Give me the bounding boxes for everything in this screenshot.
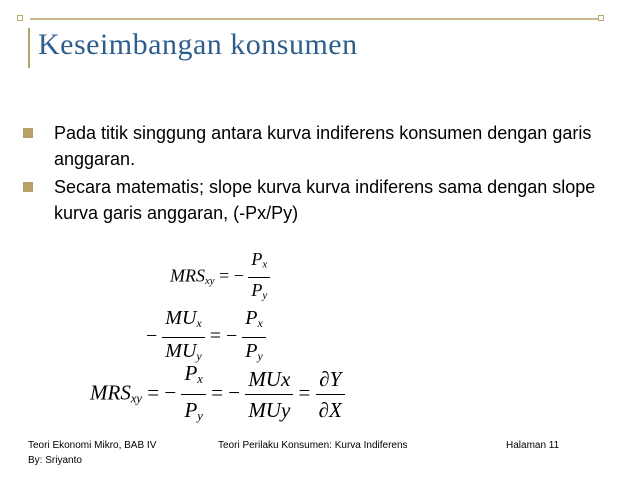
eq3-lhs-sub: xy: [130, 391, 143, 406]
eq3-equals-2: =: [211, 380, 223, 405]
eq3-numerator-mu: MUx: [245, 364, 293, 395]
bullet-square-icon: [23, 182, 33, 192]
eq2-minus-right: −: [226, 325, 238, 348]
eq2-numerator-mu: $MU_x$: [162, 305, 204, 338]
eq1-equals: =: [219, 265, 230, 286]
eq2-minus-left: −: [146, 325, 158, 348]
slide-title: Keseimbangan konsumen: [38, 28, 358, 61]
top-rule: [30, 18, 601, 20]
eq1-lhs: MRS: [170, 265, 205, 286]
footer-topic: Teori Perilaku Konsumen: Kurva Indiferens: [218, 440, 408, 451]
eq2-equals: =: [209, 325, 221, 348]
eq3-lhs: MRS: [90, 380, 131, 405]
eq2-denominator-price: $P_y$: [245, 340, 263, 363]
equation-mrs-full: [90, 358, 345, 431]
corner-decoration-right: [598, 15, 604, 21]
corner-decoration-left: [17, 15, 23, 21]
eq1-denominator: $P_y$: [251, 279, 268, 302]
eq3-denominator-mu: MUy: [248, 398, 291, 423]
bullet-square-icon: [23, 128, 33, 138]
eq3-denominator-partial: ∂X: [318, 398, 342, 423]
eq3-fraction-price: [181, 358, 205, 431]
bullet-text: Secara matematis; slope kurva kurva indiferens sama dengan slope kurva garis anggaran, (-Px/Py): [54, 177, 596, 223]
footer-page-number: Halaman 11: [506, 440, 560, 451]
footer-author: By: Sriyanto: [28, 455, 82, 466]
title-side-rule: [28, 28, 30, 68]
eq1-minus: −: [233, 265, 244, 286]
eq3-fraction-partial: [316, 364, 345, 425]
eq2-numerator-price: $P_x$: [242, 305, 266, 338]
eq3-minus-2: −: [228, 380, 241, 405]
eq1-lhs-sub: xy: [205, 275, 215, 287]
eq1-fraction: [248, 247, 270, 307]
eq3-fraction-mu: [245, 364, 293, 425]
bullet-item: [20, 120, 620, 172]
eq1-numerator: $P_x$: [248, 247, 270, 278]
bullet-item: [20, 174, 620, 226]
bullet-text: Pada titik singgung antara kurva indiferens konsumen dengan garis anggaran.: [54, 123, 592, 169]
equation-mrs-price-ratio: [170, 247, 270, 307]
eq3-numerator-partial: ∂Y: [316, 364, 345, 395]
eq3-minus-1: −: [164, 380, 177, 405]
eq3-denominator-price: $P_y$: [184, 398, 203, 424]
eq3-numerator-price: $P_x$: [181, 358, 205, 395]
eq3-equals-3: =: [298, 380, 311, 405]
eq3-equals-1: =: [147, 380, 160, 405]
footer-course: Teori Ekonomi Mikro, BAB IV: [28, 440, 157, 451]
eq2-denominator-mu: $MU_y$: [165, 340, 202, 363]
bullet-list: [20, 120, 620, 228]
